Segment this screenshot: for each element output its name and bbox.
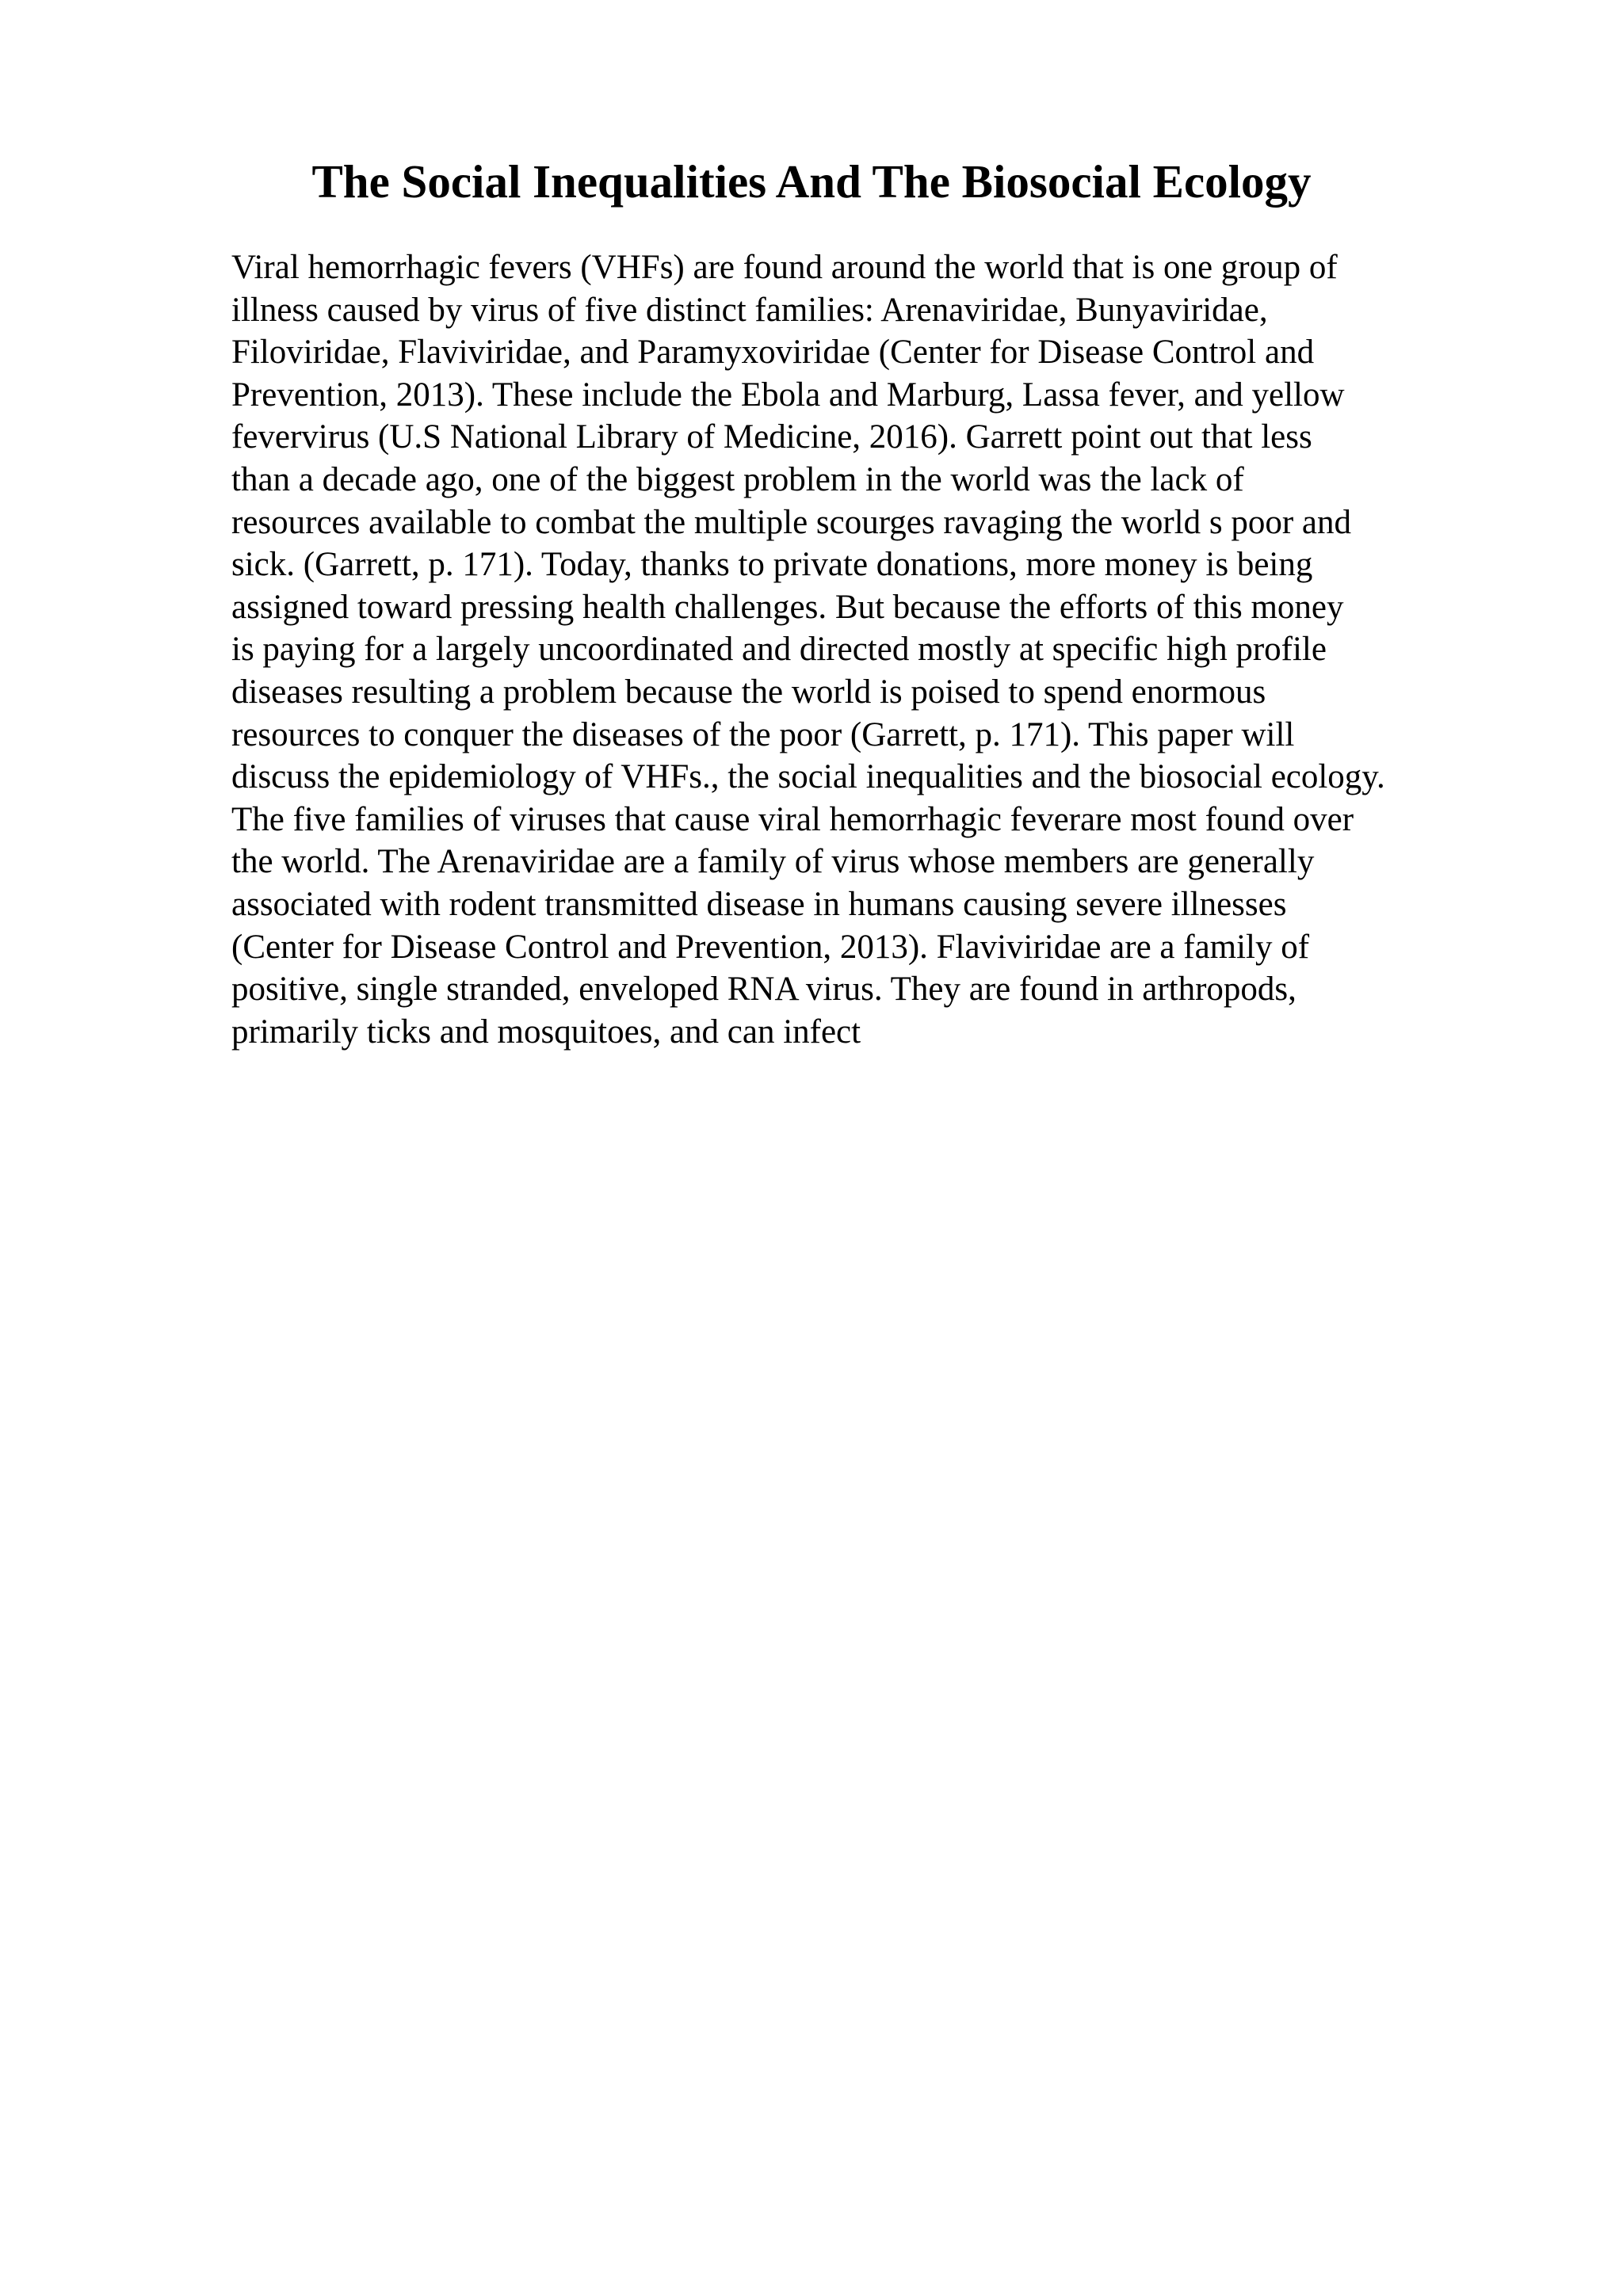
text-line: illness caused by virus of five distinct families: Arenaviridae, Bunyaviridae, (231, 291, 1268, 329)
text-line: positive, single stranded, enveloped RNA virus. They are found in arthropods, (231, 971, 1296, 1009)
body-paragraph (231, 246, 1499, 1053)
text-line: The five families of viruses that cause viral hemorrhagic feverare most found over (231, 800, 1354, 838)
text-line: than a decade ago, one of the biggest problem in the world was the lack of (231, 460, 1244, 498)
text-line: assigned toward pressing health challenges. But because the efforts of this money (231, 588, 1344, 626)
document-title: The Social Inequalities And The Biosocial Ecology (311, 155, 1312, 208)
text-line: Prevention, 2013). These include the Ebola and Marburg, Lassa fever, and yellow (231, 376, 1345, 414)
text-line: sick. (Garrett, p. 171). Today, thanks to private donations, more money is being (231, 546, 1313, 584)
text-line: resources to conquer the diseases of the poor (Garrett, p. 171). This paper will (231, 715, 1295, 753)
text-line: Viral hemorrhagic fevers (VHFs) are found around the world that is one group of (231, 249, 1338, 286)
text-line: Filoviridae, Flaviviridae, and Paramyxoviridae (Center for Disease Control and (231, 334, 1315, 372)
text-line: (Center for Disease Control and Prevention, 2013). Flaviviridae are a family of (231, 928, 1310, 966)
text-line: primarily ticks and mosquitoes, and can infect (231, 1013, 861, 1051)
text-line: diseases resulting a problem because the world is poised to spend enormous (231, 673, 1266, 711)
text-line: associated with rodent transmitted disease in humans causing severe illnesses (231, 885, 1287, 923)
text-line: resources available to combat the multiple scourges ravaging the world s poor and (231, 503, 1352, 541)
text-line: the world. The Arenaviridae are a family of virus whose members are generally (231, 843, 1315, 881)
text-line: is paying for a largely uncoordinated and directed mostly at specific high profile (231, 631, 1327, 669)
text-line: fevervirus (U.S National Library of Medicine, 2016). Garrett point out that less (231, 418, 1312, 456)
text-line: discuss the epidemiology of VHFs., the social inequalities and the biosocial ecology. (231, 758, 1385, 796)
